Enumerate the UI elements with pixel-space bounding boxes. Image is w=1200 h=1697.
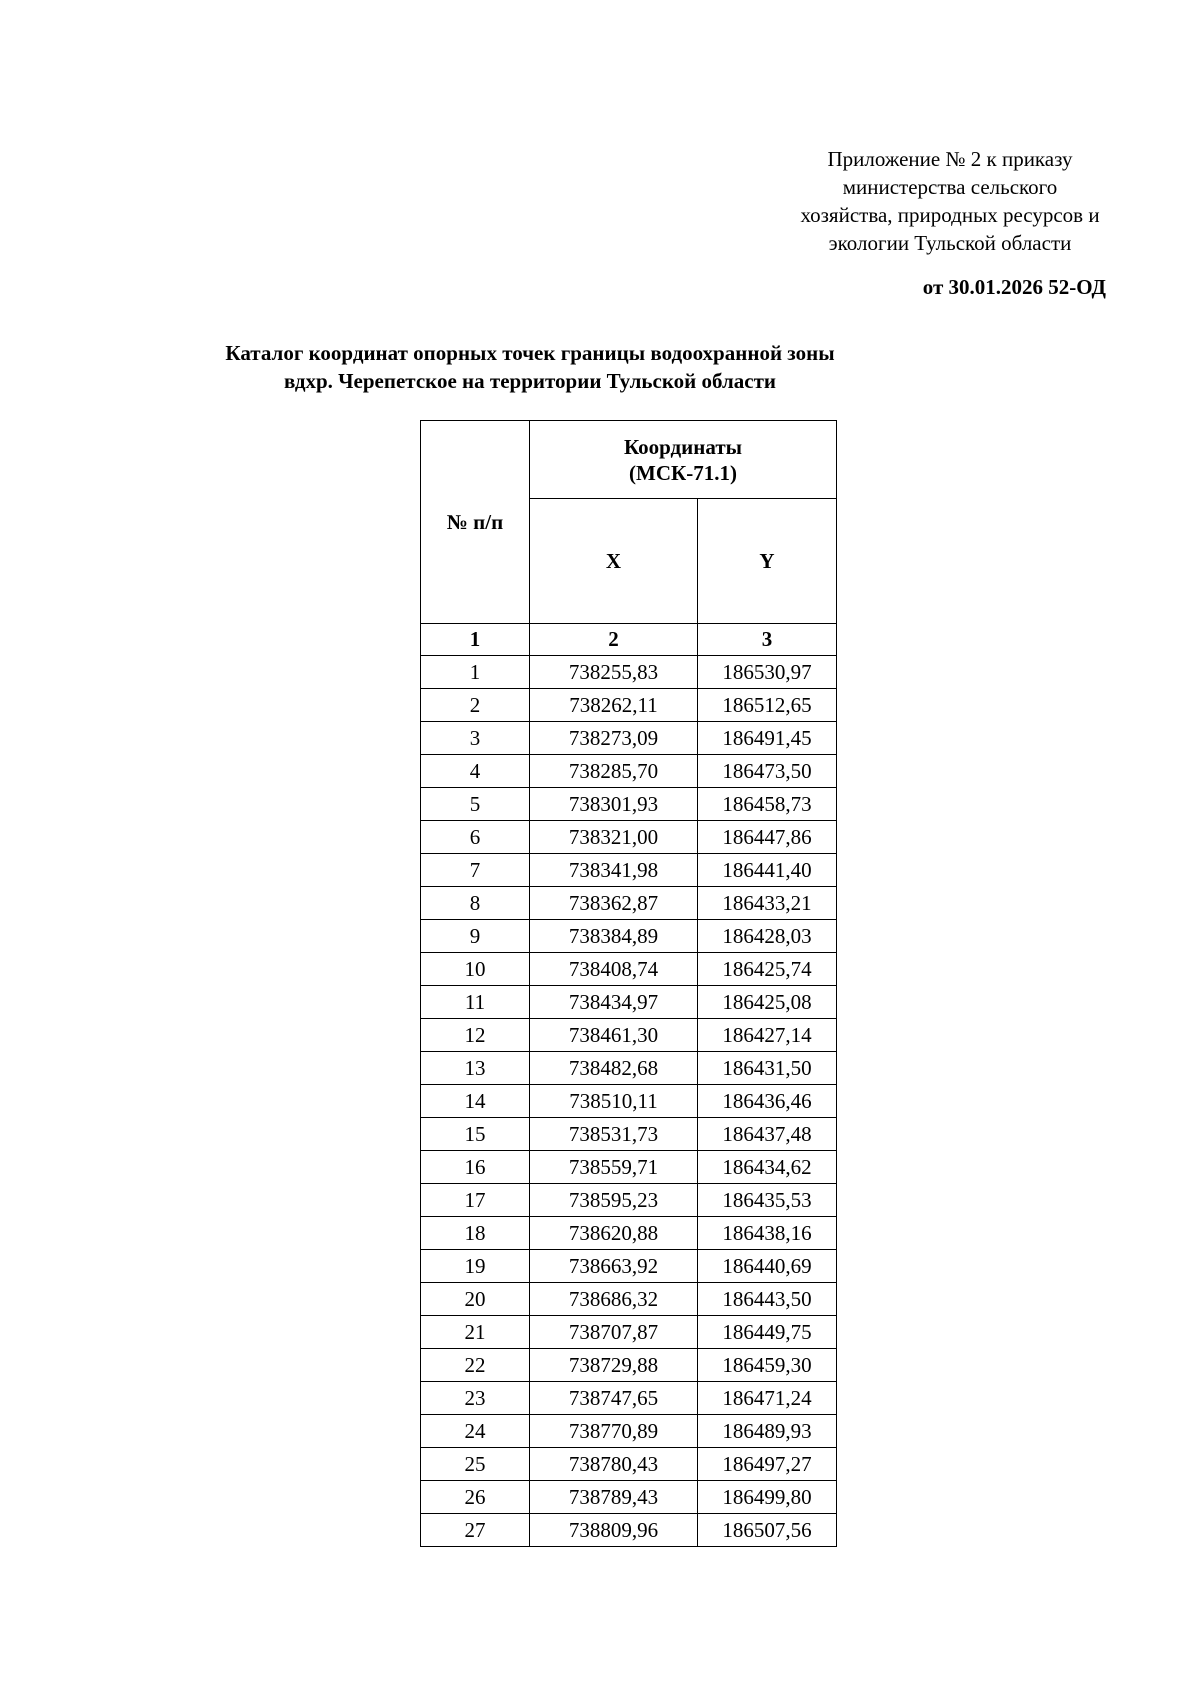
x-value: 738809,96 — [530, 1514, 698, 1547]
point-number: 26 — [421, 1481, 530, 1514]
x-value: 738531,73 — [530, 1118, 698, 1151]
y-value: 186512,65 — [698, 689, 837, 722]
table-row — [421, 656, 837, 689]
table-row — [421, 1052, 837, 1085]
y-value: 186499,80 — [698, 1481, 837, 1514]
order-date: от 30.01.2026 52-ОД — [922, 275, 1106, 299]
table-row — [421, 1382, 837, 1415]
document-title — [200, 339, 860, 395]
point-number: 5 — [421, 788, 530, 821]
x-value: 738747,65 — [530, 1382, 698, 1415]
table-row — [421, 1349, 837, 1382]
appendix-block — [780, 145, 1120, 257]
table-row — [421, 1448, 837, 1481]
point-number: 17 — [421, 1184, 530, 1217]
x-value: 738362,87 — [530, 887, 698, 920]
table-row — [421, 1085, 837, 1118]
y-value: 186458,73 — [698, 788, 837, 821]
y-value: 186443,50 — [698, 1283, 837, 1316]
y-value: 186425,08 — [698, 986, 837, 1019]
point-number: 24 — [421, 1415, 530, 1448]
x-value: 738434,97 — [530, 986, 698, 1019]
table-row — [421, 1019, 837, 1052]
header-coordinates-system: (МСК-71.1) — [629, 460, 737, 485]
x-value: 738780,43 — [530, 1448, 698, 1481]
x-value: 738262,11 — [530, 689, 698, 722]
y-value: 186471,24 — [698, 1382, 837, 1415]
y-value: 186507,56 — [698, 1514, 837, 1547]
y-value: 186530,97 — [698, 656, 837, 689]
point-number: 13 — [421, 1052, 530, 1085]
point-number: 21 — [421, 1316, 530, 1349]
y-value: 186435,53 — [698, 1184, 837, 1217]
x-value: 738620,88 — [530, 1217, 698, 1250]
point-number: 15 — [421, 1118, 530, 1151]
header-number: № п/п — [421, 421, 530, 624]
x-value: 738729,88 — [530, 1349, 698, 1382]
y-value: 186489,93 — [698, 1415, 837, 1448]
y-value: 186473,50 — [698, 755, 837, 788]
y-value: 186427,14 — [698, 1019, 837, 1052]
point-number: 10 — [421, 953, 530, 986]
y-value: 186441,40 — [698, 854, 837, 887]
table-row — [421, 1250, 837, 1283]
table-row — [421, 887, 837, 920]
table-row — [421, 1481, 837, 1514]
table-row — [421, 1514, 837, 1547]
column-number-1: 1 — [421, 624, 530, 656]
point-number: 11 — [421, 986, 530, 1019]
point-number: 20 — [421, 1283, 530, 1316]
table-row — [421, 986, 837, 1019]
x-value: 738770,89 — [530, 1415, 698, 1448]
table-row — [421, 1118, 837, 1151]
title-line-1: Каталог координат опорных точек границы водоохранной зоны — [225, 341, 835, 365]
table-row — [421, 1283, 837, 1316]
point-number: 9 — [421, 920, 530, 953]
x-value: 738789,43 — [530, 1481, 698, 1514]
point-number: 12 — [421, 1019, 530, 1052]
y-value: 186497,27 — [698, 1448, 837, 1481]
y-value: 186431,50 — [698, 1052, 837, 1085]
column-number-3: 3 — [698, 624, 837, 656]
table-row — [421, 821, 837, 854]
x-value: 738595,23 — [530, 1184, 698, 1217]
title-line-2: вдхр. Черепетское на территории Тульской области — [284, 369, 776, 393]
y-value: 186425,74 — [698, 953, 837, 986]
y-value: 186459,30 — [698, 1349, 837, 1382]
point-number: 1 — [421, 656, 530, 689]
point-number: 2 — [421, 689, 530, 722]
x-value: 738285,70 — [530, 755, 698, 788]
point-number: 4 — [421, 755, 530, 788]
x-value: 738384,89 — [530, 920, 698, 953]
table-row — [421, 854, 837, 887]
x-value: 738707,87 — [530, 1316, 698, 1349]
x-value: 738482,68 — [530, 1052, 698, 1085]
appendix-line: Приложение № 2 к приказу — [827, 147, 1073, 171]
x-value: 738341,98 — [530, 854, 698, 887]
table-row — [421, 1217, 837, 1250]
y-value: 186447,86 — [698, 821, 837, 854]
table-row — [421, 920, 837, 953]
table-row — [421, 1184, 837, 1217]
point-number: 7 — [421, 854, 530, 887]
y-value: 186438,16 — [698, 1217, 837, 1250]
point-number: 3 — [421, 722, 530, 755]
table-row — [421, 953, 837, 986]
x-value: 738273,09 — [530, 722, 698, 755]
appendix-line: хозяйства, природных ресурсов и — [800, 203, 1100, 227]
table-row — [421, 1151, 837, 1184]
point-number: 23 — [421, 1382, 530, 1415]
y-value: 186433,21 — [698, 887, 837, 920]
x-value: 738510,11 — [530, 1085, 698, 1118]
x-value: 738255,83 — [530, 656, 698, 689]
header-coordinates — [530, 421, 837, 499]
coordinates-table — [420, 420, 837, 1547]
column-number-2: 2 — [530, 624, 698, 656]
table-row — [421, 755, 837, 788]
header-coordinates-title: Координаты — [623, 434, 743, 459]
appendix-line: министерства сельского — [842, 175, 1058, 199]
table-row — [421, 1415, 837, 1448]
table-row — [421, 689, 837, 722]
header-y: Y — [698, 499, 837, 624]
appendix-line: экологии Тульской области — [828, 231, 1072, 255]
table-row — [421, 722, 837, 755]
point-number: 16 — [421, 1151, 530, 1184]
x-value: 738321,00 — [530, 821, 698, 854]
point-number: 25 — [421, 1448, 530, 1481]
x-value: 738408,74 — [530, 953, 698, 986]
table-row — [421, 788, 837, 821]
point-number: 18 — [421, 1217, 530, 1250]
point-number: 22 — [421, 1349, 530, 1382]
table-body — [421, 656, 837, 1547]
y-value: 186449,75 — [698, 1316, 837, 1349]
point-number: 19 — [421, 1250, 530, 1283]
table-row — [421, 1316, 837, 1349]
y-value: 186428,03 — [698, 920, 837, 953]
x-value: 738663,92 — [530, 1250, 698, 1283]
header-x: X — [530, 499, 698, 624]
y-value: 186491,45 — [698, 722, 837, 755]
point-number: 27 — [421, 1514, 530, 1547]
point-number: 8 — [421, 887, 530, 920]
x-value: 738559,71 — [530, 1151, 698, 1184]
x-value: 738301,93 — [530, 788, 698, 821]
y-value: 186436,46 — [698, 1085, 837, 1118]
point-number: 14 — [421, 1085, 530, 1118]
x-value: 738461,30 — [530, 1019, 698, 1052]
y-value: 186440,69 — [698, 1250, 837, 1283]
point-number: 6 — [421, 821, 530, 854]
x-value: 738686,32 — [530, 1283, 698, 1316]
y-value: 186437,48 — [698, 1118, 837, 1151]
y-value: 186434,62 — [698, 1151, 837, 1184]
